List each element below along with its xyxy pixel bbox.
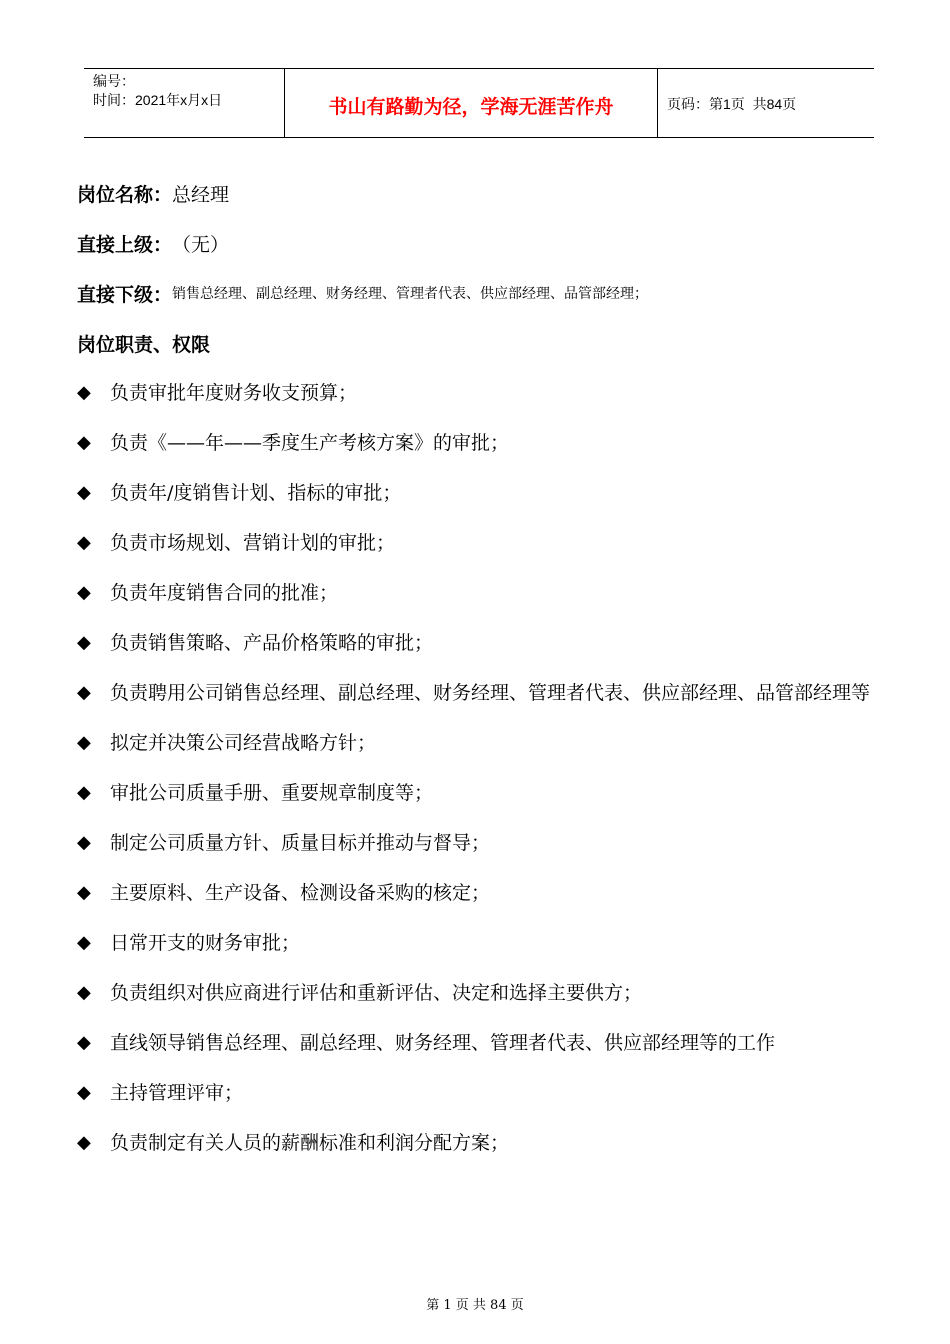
duty-text: 负责制定有关人员的薪酬标准和利润分配方案； (110, 1132, 510, 1154)
direct-superior-label: 直接上级： (77, 233, 173, 256)
duty-item (77, 518, 887, 568)
header-page-info (658, 69, 874, 137)
position-name-value: 总经理 (172, 183, 230, 206)
duty-item (77, 818, 887, 868)
duty-text: 制定公司质量方针、质量目标并推动与督导； (110, 832, 491, 854)
diamond-bullet-icon: ◆ (77, 982, 91, 1003)
document-number-label: 编号： (93, 73, 135, 89)
diamond-bullet-icon: ◆ (77, 1132, 91, 1153)
duty-text: 日常开支的财务审批； (110, 932, 301, 954)
duty-text: 直线领导销售总经理、副总经理、财务经理、管理者代表、供应部经理等的工作 (110, 1032, 776, 1054)
duty-item (77, 668, 887, 718)
duty-item (77, 1068, 887, 1118)
direct-subordinate-label: 直接下级： (77, 283, 173, 306)
footer-page-number: 第 1 页 共 84 页 (426, 1298, 524, 1313)
duty-text: 负责年度销售合同的批准； (110, 582, 339, 604)
diamond-bullet-icon: ◆ (77, 382, 91, 403)
page-footer (0, 1294, 950, 1313)
duty-item (77, 968, 887, 1018)
diamond-bullet-icon: ◆ (77, 932, 91, 953)
diamond-bullet-icon: ◆ (77, 732, 91, 753)
position-name-label: 岗位名称： (77, 183, 173, 206)
diamond-bullet-icon: ◆ (77, 882, 91, 903)
diamond-bullet-icon: ◆ (77, 532, 91, 553)
document-header (84, 68, 874, 138)
duty-text: 负责市场规划、营销计划的审批； (110, 532, 396, 554)
diamond-bullet-icon: ◆ (77, 1082, 91, 1103)
duty-text: 审批公司质量手册、重要规章制度等； (110, 782, 434, 804)
duties-list (77, 368, 887, 1168)
duty-item (77, 368, 887, 418)
duties-section-title: 岗位职责、权限 (77, 333, 211, 356)
duty-text: 负责组织对供应商进行评估和重新评估、决定和选择主要供方； (110, 982, 643, 1004)
duty-text: 主要原料、生产设备、检测设备采购的核定； (110, 882, 491, 904)
duty-item (77, 918, 887, 968)
diamond-bullet-icon: ◆ (77, 782, 91, 803)
document-body (77, 168, 887, 1168)
duty-text: 负责聘用公司销售总经理、副总经理、财务经理、管理者代表、供应部经理、品管部经理等 (110, 682, 871, 704)
duty-item (77, 418, 887, 468)
direct-subordinate-value: 销售总经理、副总经理、财务经理、管理者代表、供应部经理、品管部经理； (172, 286, 649, 302)
direct-subordinate-row (77, 268, 887, 318)
duty-item (77, 618, 887, 668)
direct-superior-value: （无） (172, 233, 230, 256)
diamond-bullet-icon: ◆ (77, 832, 91, 853)
diamond-bullet-icon: ◆ (77, 1032, 91, 1053)
duty-item (77, 718, 887, 768)
header-meta (84, 69, 285, 137)
diamond-bullet-icon: ◆ (77, 482, 91, 503)
duty-item (77, 868, 887, 918)
direct-superior-row (77, 218, 887, 268)
diamond-bullet-icon: ◆ (77, 582, 91, 603)
document-time-label: 时间：2021年x月x日 (93, 92, 223, 108)
duty-text: 负责审批年度财务收支预算； (110, 382, 358, 404)
duty-item (77, 468, 887, 518)
duty-text: 主持管理评审； (110, 1082, 244, 1104)
duty-text: 拟定并决策公司经营战略方针； (110, 732, 377, 754)
diamond-bullet-icon: ◆ (77, 632, 91, 653)
duty-item (77, 768, 887, 818)
duty-text: 负责销售策略、产品价格策略的审批； (110, 632, 434, 654)
diamond-bullet-icon: ◆ (77, 682, 91, 703)
header-page-label: 页码：第1页 共84页 (667, 96, 797, 112)
duty-text: 负责年/度销售计划、指标的审批； (110, 482, 402, 504)
duty-item (77, 1018, 887, 1068)
header-motto: 书山有路勤为径，学海无涯苦作舟 (285, 69, 658, 137)
duty-item (77, 1118, 887, 1168)
diamond-bullet-icon: ◆ (77, 432, 91, 453)
position-name-row (77, 168, 887, 218)
duty-item (77, 568, 887, 618)
duty-text: 负责《——年——季度生产考核方案》的审批； (110, 432, 510, 454)
